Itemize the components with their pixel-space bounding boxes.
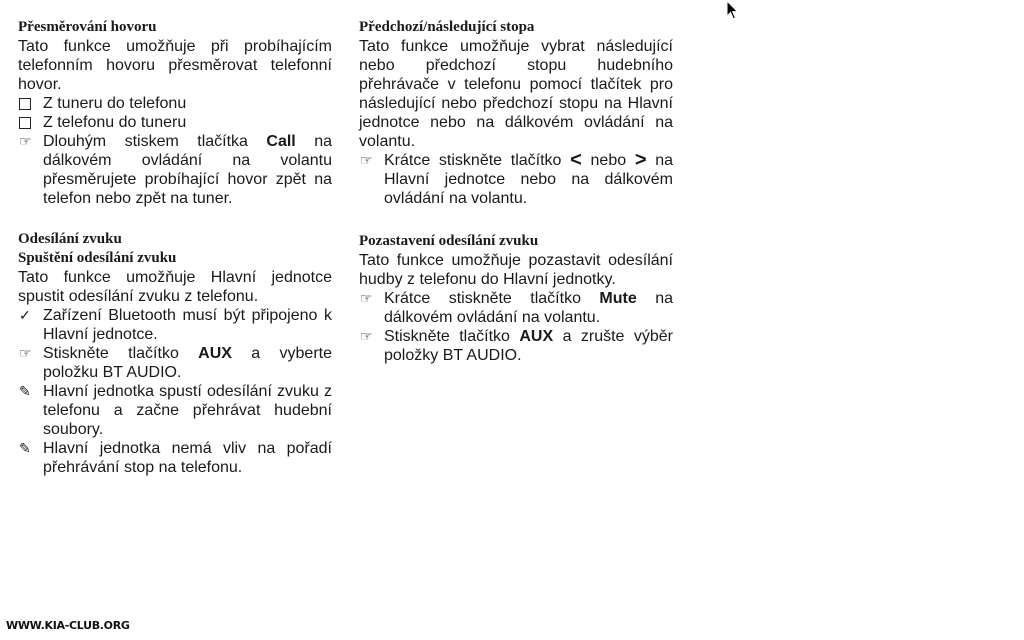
check-icon: ✓ [19, 307, 31, 323]
prerequisite-text: Zařízení Bluetooth musí být připojeno k Hlavní jednotce. [43, 307, 332, 343]
right-column [359, 18, 673, 365]
note-item [18, 439, 332, 477]
pointing-hand-icon: ☞ [19, 133, 32, 149]
chevron-left-icon: < [570, 149, 582, 171]
step-text: na dálkovém ovládání na volantu. [384, 290, 673, 326]
option-label: Z tuneru do telefonu [43, 95, 187, 112]
step-text: Dlouhým stiskem tlačítka [43, 133, 267, 150]
pointing-hand-icon: ☞ [360, 290, 373, 306]
note-item [18, 382, 332, 439]
key-call: Call [266, 133, 296, 150]
option-label: Z telefonu do tuneru [43, 114, 187, 131]
step-text: Stiskněte tlačítko [384, 328, 520, 345]
pause-intro: Tato funkce umožňuje pozastavit odesílání hudby z telefonu do Hlavní jednotky. [359, 252, 673, 288]
streaming-intro: Tato funkce umožňuje Hlavní jednotce spustit odesílání zvuku z telefonu. [18, 269, 332, 305]
option-tuner-to-phone [18, 94, 332, 113]
chevron-right-icon: > [634, 149, 647, 171]
key-aux: AUX [519, 328, 554, 345]
track-skip-step [359, 151, 673, 208]
step-text: a zrušte výběr položky BT AUDIO. [384, 328, 674, 364]
section-title-track-skip: Předchozí/následující stopa [359, 19, 535, 35]
step-text: Stiskněte tlačítko [43, 345, 199, 362]
key-aux: AUX [198, 345, 232, 362]
pointing-hand-icon: ☞ [360, 152, 373, 168]
pause-step-mute [359, 289, 673, 327]
call-transfer-intro: Tato funkce umožňuje při probíhajícím telefonním hovoru přesměrovat telefonní hovor. [18, 38, 332, 93]
pencil-note-icon: ✎ [19, 383, 31, 399]
step-text: nebo [581, 152, 635, 169]
track-skip-intro: Tato funkce umožňuje vybrat následující nebo předchozí stopu hudebního přehrávače v telefonu pomocí tlačítek pro následující nebo předchozí stopu na Hlavní jednotce nebo na dálkovém ovládání na volantu. [359, 38, 673, 150]
pencil-note-icon: ✎ [19, 440, 31, 456]
pointing-hand-icon: ☞ [360, 328, 373, 344]
mouse-pointer-icon [726, 0, 740, 20]
section-title-call-transfer: Přesměrování hovoru [18, 19, 157, 35]
section-title-audio-streaming: Odesílání zvuku [18, 231, 122, 247]
step-text: na Hlavní jednotce nebo na dálkovém ovládání na volantu. [384, 152, 674, 207]
prerequisite-item [18, 306, 332, 344]
step-text: Krátce stiskněte tlačítko [384, 290, 600, 307]
subsection-title-start-streaming: Spuštění odesílání zvuku [18, 250, 177, 266]
note-text: Hlavní jednotka spustí odesílání zvuku z telefonu a začne přehrávat hudební soubory. [43, 383, 332, 438]
pointing-hand-icon: ☞ [19, 345, 32, 361]
step-text: a vyberte položku BT AUDIO. [43, 345, 332, 381]
checkbox-icon [19, 113, 39, 134]
option-phone-to-tuner [18, 113, 332, 132]
step-text: na dálkovém ovládání na volantu přesměrujete probíhající hovor zpět na telefon nebo zpět na tuner. [43, 133, 332, 207]
section-title-pause-streaming: Pozastavení odesílání zvuku [359, 233, 539, 249]
note-text: Hlavní jednotka nemá vliv na pořadí přehrávání stop na telefonu. [43, 440, 332, 476]
key-mute: Mute [599, 290, 637, 307]
footer-watermark: WWW.KIA-CLUB.ORG [6, 619, 130, 632]
streaming-step [18, 344, 332, 382]
pause-step-aux [359, 327, 673, 365]
step-text: Krátce stiskněte tlačítko [384, 152, 571, 169]
checkbox-icon [19, 94, 39, 115]
call-transfer-step [18, 132, 332, 208]
left-column [18, 18, 332, 477]
